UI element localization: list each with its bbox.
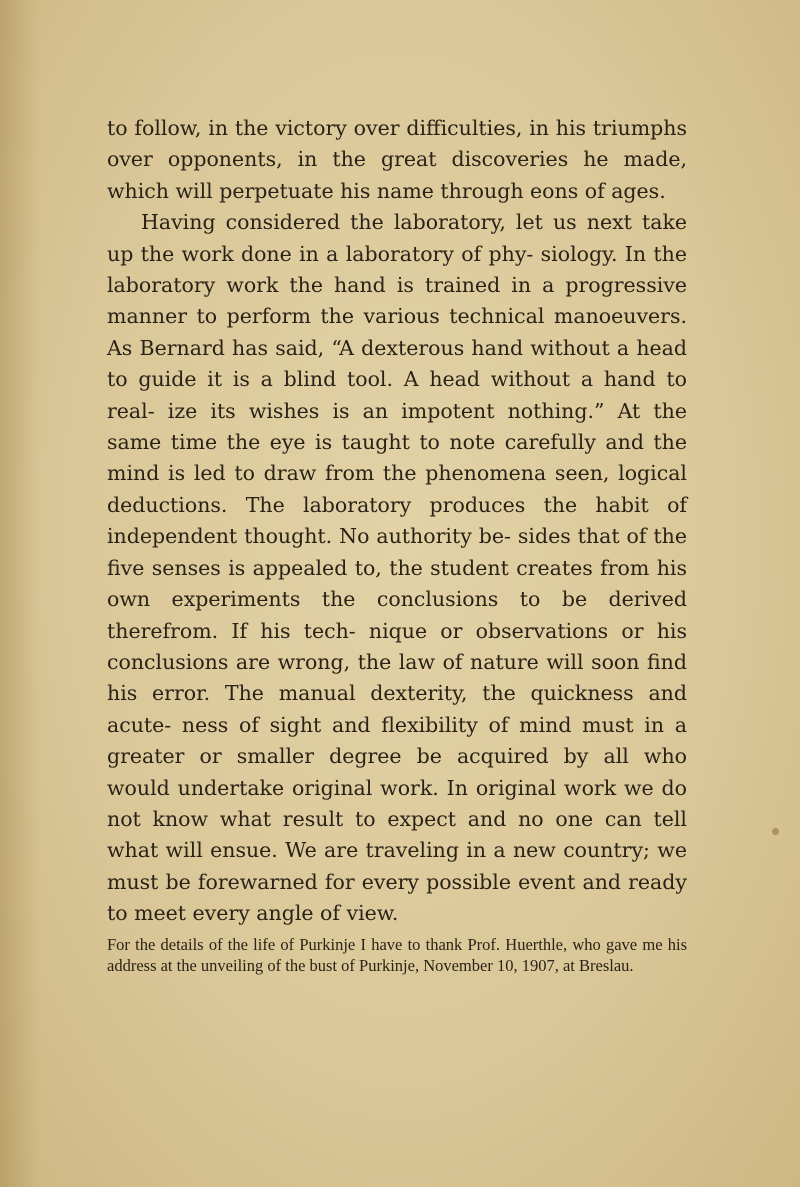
paragraph-continuation: to follow, in the victory over difficulties, in his triumphs over opponents, in the great discoveries he made, which will perpetuate his name through eons of ages. [107, 116, 687, 203]
paragraph-laboratory-work: Having considered the laboratory, let us next take up the work done in a laboratory of phy- siology. In the laboratory work the hand is trained in a progressive manner to perform the various technical manoeuvers. As Bernard has said, “A dexterous hand without a head to guide it is a blind tool. A head without a hand to real- ize its wishes is an impotent nothing.” At the same time the eye is taught to note carefully and the mind is led to draw from the phenomena seen, logical deductions. The laboratory produces the habit of independent thought. No authority be- sides that of the five senses is appealed to, the student creates from his own experiments the conclusions to be derived therefrom. If his tech- nique or observations or his conclusions are wrong, the law of nature will soon find his error. The manual dexterity, the quickness and acute- ness of sight and flexibility of mind must in a greater or smaller degree be acquired by all who would undertake original work. In original work we do not know what result to expect and no one can tell what will ensue. We are traveling in a new country; we must be forewarned for every possible event and ready to meet every angle of view. [107, 210, 687, 926]
page-text [107, 113, 687, 976]
footnote: For the details of the life of Purkinje I have to thank Prof. Huerthle, who gave me his address at the unveiling of the bust of Purkinje, November 10, 1907, at Breslau. [107, 934, 687, 975]
paper-spot [772, 828, 779, 835]
